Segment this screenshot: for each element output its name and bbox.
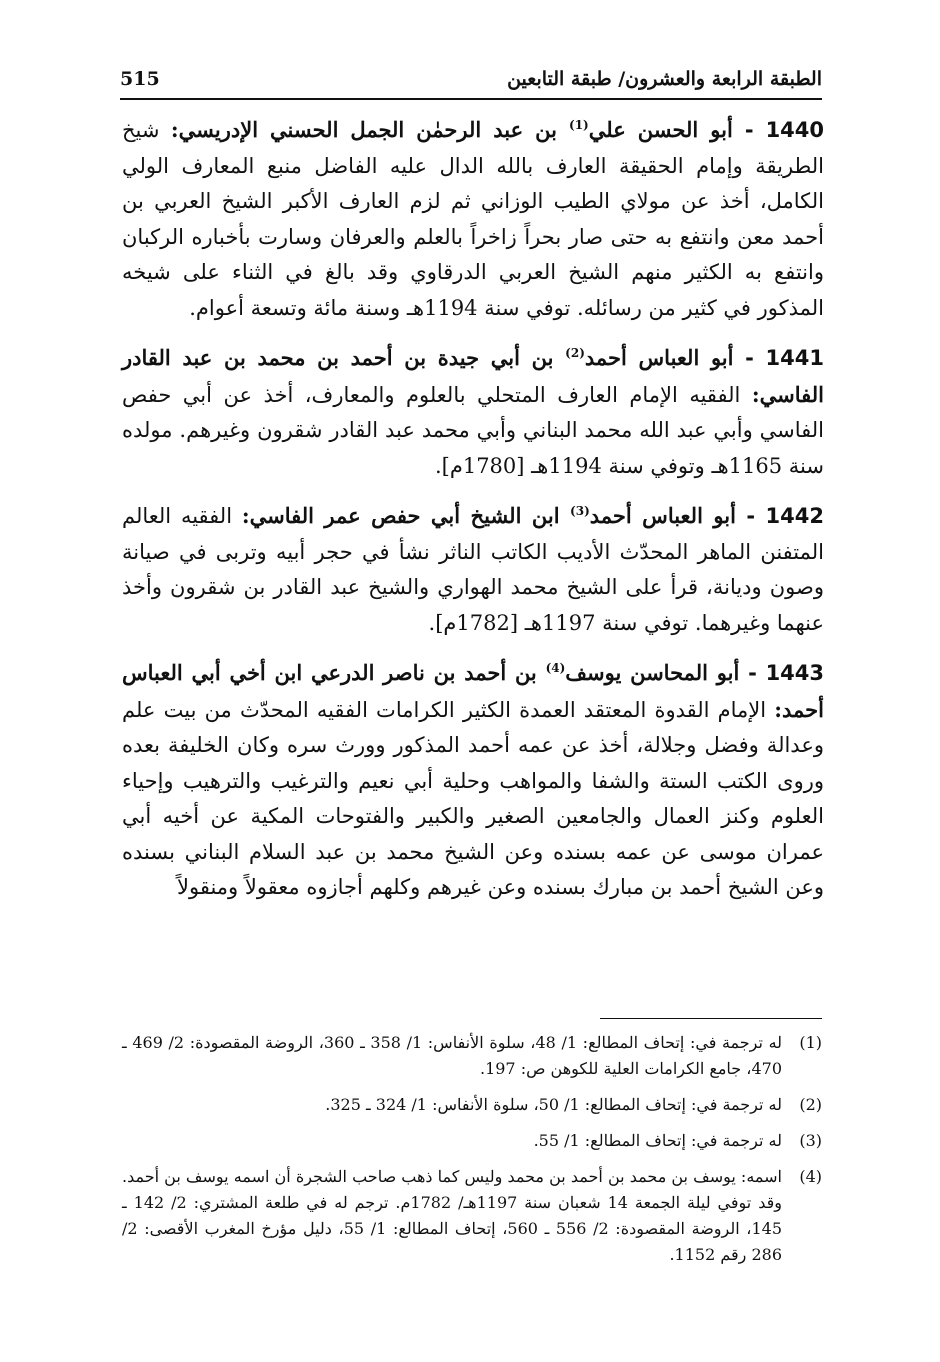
footnote-3 bbox=[122, 1128, 822, 1154]
footnote-rule bbox=[600, 1018, 822, 1019]
entry-heading-rest: بن عبد الرحمٰن الجمل الحسني الإدريسي: bbox=[170, 117, 557, 142]
page-number: 515 bbox=[120, 68, 160, 90]
entry-heading: أبو العباس أحمد bbox=[584, 345, 734, 370]
entry-number: 1442 - bbox=[746, 504, 824, 528]
biography-entry-1443 bbox=[122, 655, 824, 906]
footnote-2 bbox=[122, 1092, 822, 1118]
footnotes bbox=[122, 1030, 822, 1278]
entry-text: شيخ الطريقة وإمام الحقيقة العارف بالله الدال عليه الفاضل منبع المعارف الولي الكامل، أخذ عن مولاي الطيب الوزاني ثم لزم العارف الأكبر الشيخ العربي بن أحمد معن وانتفع به حتى صار بحراً زاخراً بالعلم والعرفان وسارت بأخباره الركبان وانتفع به الكثير منهم الشيخ العربي الدرقاوي وقد بالغ في الثناء على شيخه المذكور في كثير من رسائله. توفي سنة 1194هـ وسنة مائة وتسعة أعوام. bbox=[122, 118, 824, 320]
entry-heading: أبو المحاسن يوسف bbox=[565, 660, 740, 685]
footnote-mark: (4) bbox=[799, 1167, 822, 1186]
footnote-ref: (1) bbox=[569, 118, 589, 132]
footnote-text: له ترجمة في: إتحاف المطالع: 1/ 50، سلوة الأنفاس: 1/ 324 ـ 325. bbox=[325, 1095, 782, 1114]
footnote-mark: (2) bbox=[799, 1095, 822, 1114]
entry-text: الفقيه العالم المتفنن الماهر المحدّث الأديب الكاتب الناثر نشأ في حجر أبيه وتربى في صيانة وصون وديانة، قرأ على الشيخ محمد الهواري والشيخ عبد القادر بن شقرون وأخذ عنهما وغيرهما. توفي سنة 1197هـ [1782م]. bbox=[122, 504, 824, 635]
entry-text: الفقيه الإمام العارف المتحلي بالعلوم والمعارف، أخذ عن أبي حفص الفاسي وأبي عبد الله محمد البناني وأبي محمد عبد القادر شقرون وغيرهم. مولده سنة 1165هـ وتوفي سنة 1194هـ [1780م]. bbox=[122, 382, 824, 478]
entry-heading-rest: ابن الشيخ أبي حفص عمر الفاسي: bbox=[241, 503, 560, 528]
entry-heading: أبو العباس أحمد bbox=[589, 503, 736, 528]
biography-entry-1440 bbox=[122, 112, 824, 326]
header-rule bbox=[120, 98, 822, 100]
footnote-1 bbox=[122, 1030, 822, 1082]
footnote-ref: (2) bbox=[565, 346, 585, 360]
footnote-ref: (3) bbox=[570, 504, 590, 518]
main-text bbox=[122, 112, 824, 920]
biography-entry-1441 bbox=[122, 340, 824, 484]
entry-number: 1440 - bbox=[744, 118, 825, 142]
entry-heading-rest: بن أحمد بن ناصر الدرعي ابن أخي أبي العباس أحمد: bbox=[122, 660, 824, 722]
footnote-mark: (1) bbox=[799, 1033, 822, 1052]
entry-number: 1443 - bbox=[748, 661, 825, 685]
footnote-4 bbox=[122, 1164, 822, 1268]
running-title: الطبقة الرابعة والعشرون/ طبقة التابعين bbox=[507, 68, 822, 90]
footnote-text: له ترجمة في: إتحاف المطالع: 1/ 55. bbox=[533, 1131, 782, 1150]
running-header bbox=[120, 62, 822, 96]
entry-heading: أبو الحسن علي bbox=[588, 117, 733, 142]
biography-entry-1442 bbox=[122, 498, 824, 641]
entry-number: 1441 - bbox=[745, 346, 824, 370]
footnote-text: له ترجمة في: إتحاف المطالع: 1/ 48، سلوة الأنفاس: 1/ 358 ـ 360، الروضة المقصودة: 2/ 469 ـ 470، جامع الكرامات العلية للكوهن ص: 197. bbox=[122, 1033, 783, 1078]
entry-heading-rest: بن أبي جيدة بن أحمد بن محمد بن عبد القادر الفاسي: bbox=[122, 345, 824, 407]
footnote-text: اسمه: يوسف بن محمد بن أحمد بن محمد وليس كما ذهب صاحب الشجرة أن اسمه يوسف بن أحمد. وقد توفي ليلة الجمعة 14 شعبان سنة 1197هـ/ 1782م. ترجم له في طلعة المشتري: 2/ 142 ـ 145، الروضة المقصودة: 2/ 556 ـ 560، إتحاف المطالع: 1/ 55، دليل مؤرخ المغرب الأقصى: 2/ 286 رقم 1152. bbox=[122, 1167, 783, 1264]
entry-text: الإمام القدوة المعتقد العمدة الكثير الكرامات الفقيه المحدّث من بيت علم وعدالة وفضل وجلالة، أخذ عن عمه أحمد المذكور وورث سره وكان الخليفة بعده وروى الكتب الستة والشفا والمواهب وحلية أبي نعيم والترغيب والترهيب وإحياء العلوم وكنز العمال والجامعين الصغير والكبير والفتوحات المكية عن أخيه أبي عمران موسى عن عمه بسنده وعن الشيخ محمد بن عبد السلام البناني بسنده وعن الشيخ أحمد بن مبارك بسنده وعن غيرهم وكلهم أجازوه معقولاً ومنقولاً bbox=[122, 697, 824, 899]
footnote-mark: (3) bbox=[799, 1131, 822, 1150]
footnote-ref: (4) bbox=[545, 661, 566, 675]
